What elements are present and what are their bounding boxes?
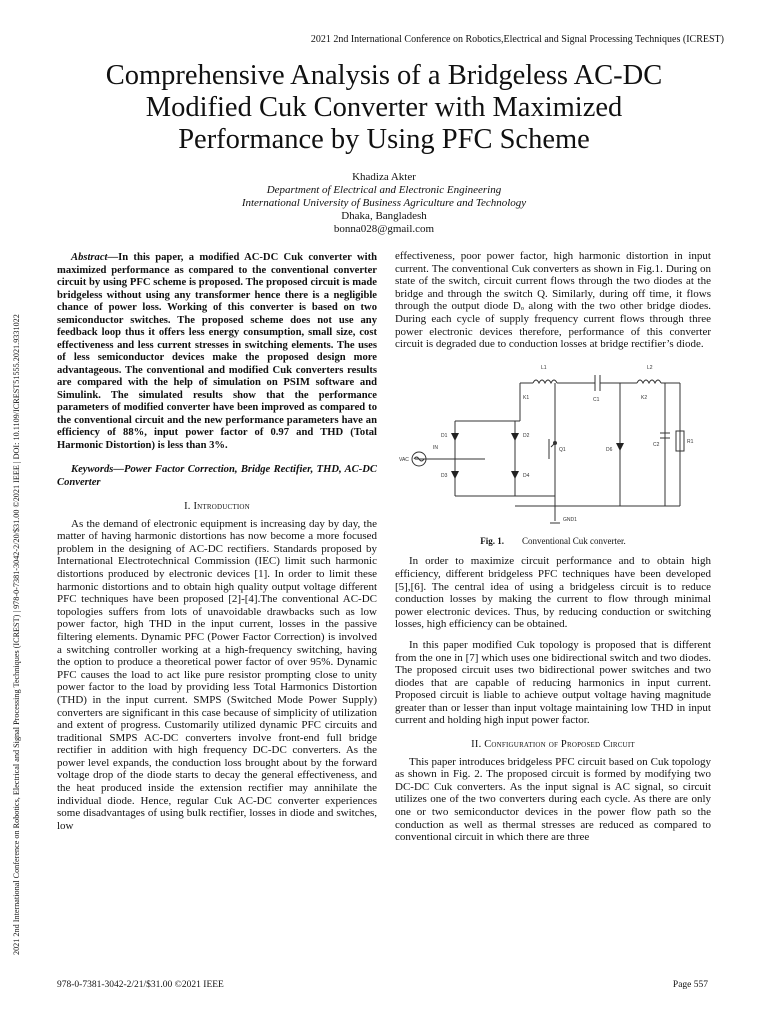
label-in: IN (433, 444, 438, 451)
label-r1: R1 (687, 438, 694, 445)
author-block (0, 171, 768, 236)
label-l2: L2 (647, 364, 653, 371)
label-d3: D3 (441, 472, 448, 479)
title-line-1: Comprehensive Analysis of a Bridgeless AC-DC (105, 60, 663, 91)
intro-paragraph: As the demand of electronic equipment is increasing day by day, the matter of having harmonic distortions has now become a more focused problem in the designing of AC-DC rectifiers. Standards proposed by International Electrotechnical Commission (IEC) limit such harmonic distortions produced by electronic devices [1]. In order to limit these harmonic distortions and to obtain high quality output voltage different PFC techniques have been proposed [2]-[4].The conventional AC-DC topologies suffers from lots of unavoidable drawbacks such as low power factor, high THD in the input current, losses in the passive filtering elements. Dynamic PFC (Power Factor Correction) is involved a switching controller working at a high-frequency switching, having the option to produce a theoretical power factor of over 95%. Dynamic PFC causes the load to act like pure resistor prompting close to unity power factor to the load by providing less Total Harmonics Distortion (THD) in the input current. SMPS (Switched Mode Power Supply) converters are significant in this case because of simplicity of utilization and extent of progress. Customarily utilized dynamic PFC circuits and traditional SMPS AC-DC converters involve front-end full bridge rectifier in addition with high frequency DC-DC converters. As the power level expands, the conduction loss brought about by the forward voltage drop of the diode starts to decay the general effectiveness, and the heat produced inside the extension rectifier may annihilate the individual diode. Hence, regular Cuk AC-DC converter experiences some disadvantages of using bulk rectifier, losses in diode and switches, low (57, 517, 377, 832)
label-d6: D6 (606, 446, 613, 453)
left-column (57, 252, 377, 832)
section-heading-configuration: II. Configuration of Proposed Circuit (471, 739, 635, 751)
paper-title (40, 60, 728, 156)
running-header: 2021 2nd International Conference on Robotics,Electrical and Signal Processing Techniques (ICREST) (310, 34, 724, 45)
label-q1: Q1 (559, 446, 566, 453)
label-c1: C1 (593, 396, 600, 403)
right-paragraph-2: In order to maximize circuit performance and to obtain high efficiency, different bridgeless PFC techniques have been developed [5],[6]. The central idea of using a bridgeless circuit is to reduce conduction losses by making the current to flow through minimal power electronic devices. Thus, by reducing conduction or switching losses, high efficiency can be obtained. (395, 555, 711, 631)
figure-1 (395, 361, 711, 531)
label-vac: VAC (399, 456, 409, 463)
figure-1-caption-text: Conventional Cuk converter. (522, 535, 626, 546)
label-k1: K1 (523, 394, 530, 401)
right-column (395, 250, 711, 844)
footer-page-number: Page 557 (672, 980, 708, 990)
label-c2: C2 (653, 441, 660, 448)
abstract-label: Abstract (71, 252, 108, 263)
author-email[interactable]: bonna028@gmail.com (333, 223, 435, 235)
right-paragraph-4: This paper introduces bridgeless PFC circuit based on Cuk topology as shown in Fig. 2. The proposed circuit is formed by modifying two DC-DC Cuk converters. As the input signal is AC signal, so circuit utilizes one of the two converters during each cycle. As there are only one or two semiconductor devices in the power flow path so the conduction as well as thermal stresses are reduced as compared to conventional circuit in which there are three (395, 755, 711, 844)
label-k2: K2 (641, 394, 648, 401)
label-gnd: GND1 (563, 516, 577, 523)
author-city: Dhaka, Bangladesh (341, 210, 427, 222)
right-paragraph-3: In this paper modified Cuk topology is proposed that is different from the one in [7] which uses one bidirectional switch and two diodes. The proposed circuit uses two bidirectional power switches and two diodes that are capable of reducing harmonics in input current. Proposed circuit is liable to achieve output voltage having magnitude greater than or lesser than input voltage maintaining low THD in input current and holding high input power factor. (395, 638, 711, 727)
label-d2: D2 (523, 432, 530, 439)
label-l1: L1 (541, 364, 547, 371)
abstract-text: —In this paper, a modified AC-DC Cuk converter with maximized performance as compared to the conventional converter circuit by using PFC scheme is proposed. The proposed circuit is made bridgeless without using any transformer hence there is a negligible chance of power loss. Working of this converter is based on two semiconductor switches. The proposed scheme does not use any feedback loop thus it offers less energy consumption, small size, cost effectiveness and less current stresses in switching elements. The uses of less semiconductor devices make the proposed design more advantageous. The conventional and modified Cuk converters results are compared with the help of simulation on PSIM software and Simulink. The simulated results show that the performance parameters of modified converter have been improved as compared to the conventional circuit and the new performance parameters have an efficiency of 88%, input power factor of 0.97 and THD (Total Harmonic Distortion) is less than 3%. (57, 252, 377, 451)
section-heading-introduction: I. Introduction (184, 501, 250, 512)
title-line-3: Performance by Using PFC Scheme (178, 124, 590, 155)
keywords: Keywords—Power Factor Correction, Bridge Rectifier, THD, AC-DC Converter (57, 464, 377, 488)
author-university: International University of Business Agriculture and Technology (241, 197, 527, 209)
label-d1: D1 (441, 432, 448, 439)
footer-isbn: 978-0-7381-3042-2/21/$31.00 ©2021 IEEE (57, 980, 224, 990)
abstract (57, 252, 377, 452)
figure-1-caption-label: Fig. 1. (480, 535, 504, 546)
label-d4: D4 (523, 472, 530, 479)
author-department: Department of Electrical and Electronic Engineering (266, 184, 502, 196)
right-paragraph-1: effectiveness, poor power factor, high harmonic distortion in input current. The conventional Cuk converters as shown in Fig.1. During on state of the switch, circuit current flows through the two diodes at the bridge and through the switch Q. Similarly, during off time, it flows through the output diode Dₒ along with the two other bridge diodes. During each cycle of supply frequency current flows through three power electronic devices therefore, performance of this converter circuit is degraded due to conduction losses at bridge rectifier’s diode. (395, 250, 711, 351)
title-line-2: Modified Cuk Converter with Maximized (145, 92, 623, 123)
side-doi-strip: 2021 2nd International Conference on Robotics, Electrical and Signal Processing Techniques (ICREST) | 978-0-7381-3042-2/20/$31.00 ©2021 IEEE | DOI: 10.1109/ICREST51555.2021.9331022 (12, 314, 21, 955)
author-name: Khadiza Akter (352, 171, 416, 183)
cuk-converter-schematic (395, 361, 711, 531)
figure-1-caption (395, 535, 711, 548)
